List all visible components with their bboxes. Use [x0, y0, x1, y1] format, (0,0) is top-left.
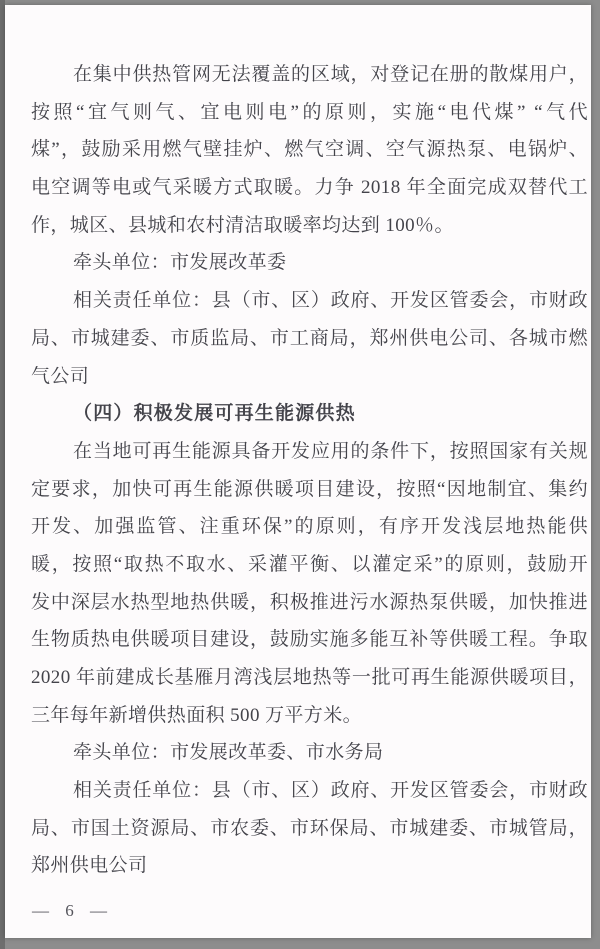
- text-line: 电空调等电或气采暖方式取暖。力争 2018 年全面完成双替代工: [31, 177, 588, 199]
- text-line: 开发、加强监管、注重环保”的原则，有序开发浅层地热能供: [31, 516, 588, 538]
- text-line: 郑州供电公司: [31, 855, 148, 877]
- text-line: 在当地可再生能源具备开发应用的条件下，按照国家有关规: [73, 440, 588, 462]
- page-number: — 6 —: [32, 901, 113, 920]
- text-line: 相关责任单位：县（市、区）政府、开发区管委会，市财政: [73, 780, 588, 802]
- text-line: 作，城区、县城和农村清洁取暖率均达到 100％。: [31, 214, 454, 236]
- text-line: 煤”，鼓励采用燃气壁挂炉、燃气空调、空气源热泵、电锅炉、: [31, 139, 588, 161]
- text-line: 在集中供热管网无法覆盖的区域，对登记在册的散煤用户，: [73, 64, 588, 85]
- text-line: 生物质热电供暖项目建设，鼓励实施多能互补等供暖工程。争取: [31, 629, 588, 651]
- document-page: [5, 5, 591, 938]
- text-line: 暖，按照“取热不取水、采灌平衡、以灌定采”的原则，鼓励开: [31, 553, 588, 575]
- text-line: （四）积极发展可再生能源供热: [73, 403, 356, 425]
- text-line: 定要求，加快可再生能源供暖项目建设，按照“因地制宜、集约: [31, 478, 588, 500]
- text-line: 气公司: [31, 365, 90, 387]
- text-line: 局、市国土资源局、市农委、市环保局、市城建委、市城管局，: [31, 817, 588, 839]
- text-line: 按照“宜气则气、宜电则电”的原则，实施“电代煤” “气代: [31, 101, 588, 123]
- text-line: 局、市城建委、市质监局、市工商局，郑州供电公司、各城市燃: [31, 327, 588, 349]
- text-line: 相关责任单位：县（市、区）政府、开发区管委会，市财政: [73, 290, 588, 312]
- document-body-text: [31, 56, 588, 885]
- text-line: 牵头单位：市发展改革委: [73, 252, 287, 274]
- text-line: 三年每年新增供热面积 500 万平方米。: [31, 704, 363, 726]
- text-line: 发中深层水热型地热供暖，积极推进污水源热泵供暖，加快推进: [31, 591, 588, 613]
- text-line: 2020 年前建成长基雁月湾浅层地热等一批可再生能源供暖项目，: [31, 667, 588, 688]
- text-line: 牵头单位：市发展改革委、市水务局: [73, 742, 384, 764]
